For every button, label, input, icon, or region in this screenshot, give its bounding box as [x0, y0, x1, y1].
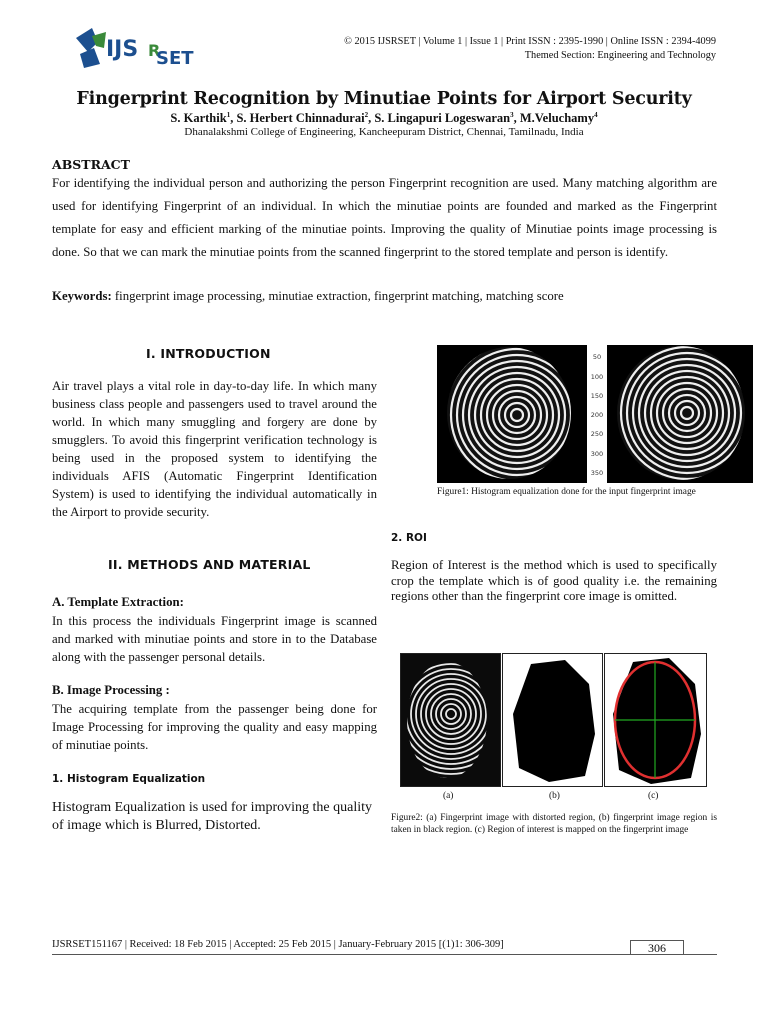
fingerprint-right-image [607, 345, 753, 483]
author-list [0, 111, 768, 126]
introduction-text: Air travel plays a vital role in day-to-day life. In which many business class people and passengers used to travel around the world. In which many smuggling and forgery are done by smugglers. To avoid this fingerprint verification technology is being used in the proposed system to identifying the individuals AFIS (Automatic Fingerprint Identification System) is used to identifying the individual automatically in the Airport to provide security. [52, 379, 377, 519]
fingerprint-distorted-image [401, 654, 500, 779]
figure1-caption: Figure1: Histogram equalization done for the input fingerprint image [437, 487, 696, 497]
figure2-panel-c [604, 653, 707, 787]
scale-label: 150 [590, 392, 604, 400]
author-sep: , [513, 111, 520, 126]
author-affil-mark: 4 [594, 111, 598, 119]
author-sep: , [230, 111, 237, 126]
scale-label: 250 [590, 430, 604, 438]
scale-label: 200 [590, 411, 604, 419]
journal-header-line1: © 2015 IJSRSET | Volume 1 | Issue 1 | Print ISSN : 2395-1990 | Online ISSN : 2394-4099 [344, 36, 716, 47]
author-name: S. Karthik [170, 111, 227, 126]
scale-label: 350 [590, 469, 604, 477]
roi-text: Region of Interest is the method which is used to specifically crop the template which is of good quality i.e. the remaining regions other than the fingerprint core image is omitted. [391, 558, 717, 603]
keywords-label: Keywords: [52, 289, 112, 303]
figure1-histogram-images [437, 345, 753, 483]
author-name: S. Herbert Chinnadurai [236, 111, 365, 126]
page-number: 306 [630, 940, 684, 955]
abstract-heading: ABSTRACT [52, 157, 130, 172]
author-name: M.Veluchamy [519, 111, 595, 126]
abstract-text: For identifying the individual person and authorizing the person Fingerprint recognition are used. Many matching algorithm are used for identifying Fingerprint of an individual. In which the minutiae points are founded and marked as the Fingerprint template for easy and efficient marking of the minutiae points. Improving the quality of Minutiae points image processing is done. So that we can mark the minutiae points from the scanned fingerprint to the stored template and person is identify. [52, 176, 717, 259]
author-affil-mark: 3 [510, 111, 514, 119]
template-extraction-text: In this process the individuals Fingerprint image is scanned and marked with minutiae points and store in to the Database along with the passenger personal details. [52, 614, 377, 664]
footer-text: IJSRSET151167 | Received: 18 Feb 2015 | Accepted: 25 Feb 2015 | January-February 2015 [(1)1: 306-309] [52, 939, 504, 950]
keywords [52, 289, 717, 304]
journal-header-line2: Themed Section: Engineering and Technology [524, 50, 716, 61]
figure2-caption: Figure2: (a) Fingerprint image with distorted region, (b) fingerprint image region is taken in black region. (c) Region of interest is mapped on the fingerprint image [391, 813, 717, 835]
subsubsection-heading-roi: 2. ROI [391, 532, 427, 544]
image-processing-text: The acquiring template from the passenger being done for Image Processing for improving the quality and easy mapping of minutiae points. [52, 702, 377, 752]
svg-text:R: R [148, 41, 161, 60]
figure2-label-b: (b) [549, 791, 560, 801]
svg-text:IJS: IJS [106, 37, 139, 62]
figure2-panel-b [502, 653, 603, 787]
subsection-heading-template-extraction: A. Template Extraction: [52, 595, 184, 609]
fingerprint-left-image [437, 345, 589, 483]
section-heading-methods: II. METHODS AND MATERIAL [108, 557, 311, 572]
subsubsection-heading-histogram: 1. Histogram Equalization [52, 773, 206, 785]
scale-label: 50 [592, 353, 602, 361]
scale-label: 300 [590, 450, 604, 458]
footer-rule [52, 954, 717, 955]
author-affil-mark: 1 [226, 111, 231, 119]
journal-logo [70, 24, 200, 70]
author-sep: , [368, 111, 375, 126]
figure2-label-c: (c) [648, 791, 659, 801]
author-affil-mark: 2 [364, 111, 369, 119]
paper-title: Fingerprint Recognition by Minutiae Points for Airport Security [76, 89, 692, 109]
author-name: S. Lingapuri Logeswaran [374, 111, 511, 126]
figure2-roi-panels [400, 653, 707, 787]
keywords-text: fingerprint image processing, minutiae extraction, fingerprint matching, matching score [114, 289, 564, 303]
subsection-heading-image-processing: B. Image Processing : [52, 683, 170, 697]
figure2-panel-a [400, 653, 501, 787]
affiliation: Dhanalakshmi College of Engineering, Kancheepuram District, Chennai, Tamilnadu, India [184, 126, 584, 138]
svg-text:SET: SET [156, 48, 194, 69]
section-heading-introduction: I. INTRODUCTION [146, 346, 271, 361]
figure2-label-a: (a) [443, 791, 454, 801]
histogram-equalization-text: Histogram Equalization is used for improving the quality of image which is Blurred, Distorted. [52, 800, 372, 833]
black-region-shape [513, 660, 595, 782]
scale-label: 100 [590, 373, 604, 381]
logo-emblem-icon [76, 28, 106, 68]
